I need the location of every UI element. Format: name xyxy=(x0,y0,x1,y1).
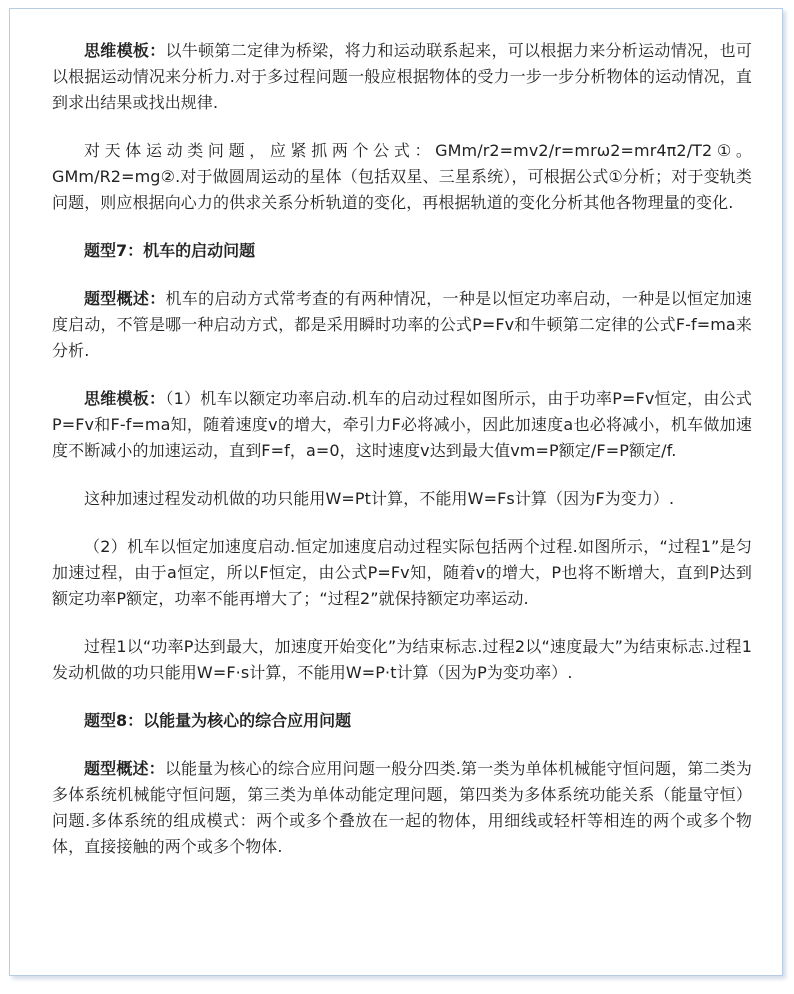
paragraph-text: 机车的启动方式常考查的有两种情况，一种是以恒定功率启动，一种是以恒定加速度启动，不管是哪一种启动方式，都是采用瞬时功率的公式P=Fv和牛顿第二定律的公式F-f=ma来分析. xyxy=(52,289,752,360)
paragraph-celestial-motion xyxy=(52,138,752,216)
paragraph-type-7-overview xyxy=(52,286,752,364)
paragraph-lead: 思维模板： xyxy=(84,41,166,60)
paragraph-text: 以牛顿第二定律为桥梁，将力和运动联系起来，可以根据力来分析运动情况，也可以根据运动情况来分析力.对于多过程问题一般应根据物体的受力一步一步分析物体的运动情况，直到求出结果或找出规律. xyxy=(52,41,752,112)
paragraph-type-7-template-2 xyxy=(52,534,752,612)
paragraph-lead: 题型概述： xyxy=(84,759,165,778)
section-heading-type-8: 题型8：以能量为核心的综合应用问题 xyxy=(84,711,352,730)
paragraph-text: 这种加速过程发动机做的功只能用W=Pt计算，不能用W=Fs计算（因为F为变力）. xyxy=(84,489,675,508)
paragraph-text: 以能量为核心的综合应用问题一般分四类.第一类为单体机械能守恒问题，第二类为多体系统机械能守恒问题，第三类为单体动能定理问题，第四类为多体系统功能关系（能量守恒）问题.多体系统的组成模式：两个或多个叠放在一起的物体，用细线或轻杆等相连的两个或多个物体，直接接触的两个或多个物体. xyxy=(52,759,752,856)
paragraph-type-7-template-1 xyxy=(52,386,752,464)
paragraph-text: 过程1以“功率P达到最大，加速度开始变化”为结束标志.过程2以“速度最大”为结束标志.过程1发动机做的功只能用W=F·s计算，不能用W=P·t计算（因为P为变功率）. xyxy=(52,637,752,682)
paragraph-type-8-overview xyxy=(52,756,752,860)
paragraph-text: （1）机车以额定功率启动.机车的启动过程如图所示，由于功率P=Fv恒定，由公式P=Fv和F-f=ma知，随着速度v的增大，牵引力F必将减小，因此加速度a也必将减小，机车做加速度不断减小的加速运动，直到F=f，a=0，这时速度v达到最大值vm=P额定/F=P额定/f. xyxy=(52,389,752,460)
paragraph-text: 对天体运动类问题，应紧抓两个公式：GMm/r2=mv2/r=mrω2=mr4π2/T2①。GMm/R2=mg②.对于做圆周运动的星体（包括双星、三星系统），可根据公式①分析；对于变轨类问题，则应根据向心力的供求关系分析轨道的变化，再根据轨道的变化分析其他各物理量的变化. xyxy=(52,141,752,212)
paragraph-process-markers xyxy=(52,634,752,686)
paragraph-text: （2）机车以恒定加速度启动.恒定加速度启动过程实际包括两个过程.如图所示，“过程1”是匀加速过程，由于a恒定，所以F恒定，由公式P=Fv知，随着v的增大，P也将不断增大，直到P达到额定功率P额定，功率不能再增大了；“过程2”就保持额定功率运动. xyxy=(52,537,752,608)
paragraph-lead: 思维模板： xyxy=(84,389,166,408)
paragraph-lead: 题型概述： xyxy=(84,289,166,308)
paragraph-work-calculation xyxy=(52,486,752,512)
document-body xyxy=(52,38,752,860)
paragraph-thinking-template-dynamics xyxy=(52,38,752,116)
section-heading-type-7: 题型7：机车的启动问题 xyxy=(84,241,256,260)
